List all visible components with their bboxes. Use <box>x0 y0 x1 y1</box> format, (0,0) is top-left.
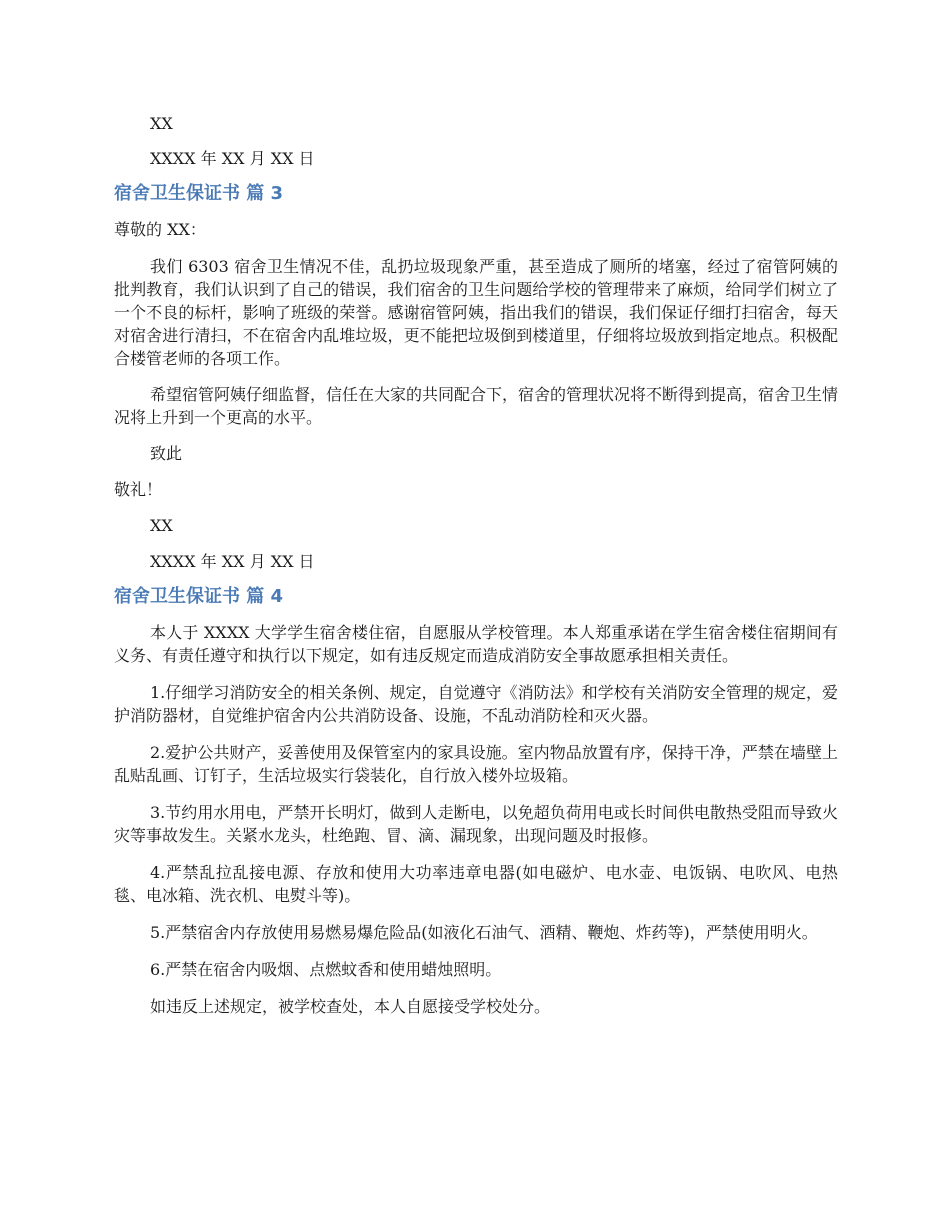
section-3-heading: 宿舍卫生保证书 篇 3 <box>114 183 284 204</box>
section-3-salute: 敬礼！ <box>114 480 163 499</box>
document-content <box>114 112 838 1018</box>
section-3-paragraph: 我们 6303 宿舍卫生情况不佳，乱扔垃圾现象严重，甚至造成了厕所的堵塞，经过了宿管阿姨的批判教育，我们认识到了自己的错误，我们宿舍的卫生问题给学校的管理带来了麻烦，给同学们树立了一个不良的标杆，影响了班级的荣誉。感谢宿管阿姨，指出我们的错误，我们保证仔细打扫宿舍，每天对宿舍进行清扫，不在宿舍内乱堆垃圾，更不能把垃圾倒到楼道里，仔细将垃圾放到指定地点。积极配合楼管老师的各项工作。 <box>114 257 838 368</box>
section-3-closing: 致此 <box>150 444 183 463</box>
signature-name: XX <box>150 114 173 133</box>
section-4-item: 5.严禁宿舍内存放使用易燃易爆危险品(如液化石油气、酒精、鞭炮、炸药等)，严禁使用明火。 <box>150 923 818 942</box>
section-3-signature-name: XX <box>150 516 173 535</box>
section-3-salutation: 尊敬的 XX： <box>114 220 206 239</box>
section-4-item: 1.仔细学习消防安全的相关条例、规定，自觉遵守《消防法》和学校有关消防安全管理的规定，爱护消防器材，自觉维护宿舍内公共消防设备、设施，不乱动消防栓和灭火器。 <box>114 683 838 725</box>
section-4-item: 3.节约用水用电，严禁开长明灯，做到人走断电，以免超负荷用电或长时间供电散热受阻而导致火灾等事故发生。关紧水龙头，杜绝跑、冒、滴、漏现象，出现问题及时报修。 <box>114 803 838 845</box>
signature-date: XXXX 年 XX 月 XX 日 <box>150 149 315 168</box>
section-4-item: 4.严禁乱拉乱接电源、存放和使用大功率违章电器(如电磁炉、电水壶、电饭锅、电吹风、电热毯、电冰箱、洗衣机、电熨斗等)。 <box>114 863 838 905</box>
section-3-paragraph: 希望宿管阿姨仔细监督，信任在大家的共同配合下，宿舍的管理状况将不断得到提高，宿舍卫生情况将上升到一个更高的水平。 <box>114 385 839 427</box>
section-4-ending: 如违反上述规定，被学校查处，本人自愿接受学校处分。 <box>150 997 551 1016</box>
section-4-heading: 宿舍卫生保证书 篇 4 <box>114 586 284 607</box>
section-4-item: 2.爱护公共财产，妥善使用及保管室内的家具设施。室内物品放置有序，保持干净，严禁在墙壁上乱贴乱画、订钉子，生活垃圾实行袋装化，自行放入楼外垃圾箱。 <box>114 743 838 785</box>
section-3-signature-date: XXXX 年 XX 月 XX 日 <box>150 552 315 571</box>
section-4-item: 6.严禁在宿舍内吸烟、点燃蚊香和使用蜡烛照明。 <box>150 960 502 979</box>
section-4-intro: 本人于 XXXX 大学学生宿舍楼住宿，自愿服从学校管理。本人郑重承诺在学生宿舍楼住宿期间有义务、有责任遵守和执行以下规定，如有违反规定而造成消防安全事故愿承担相关责任。 <box>114 623 838 665</box>
